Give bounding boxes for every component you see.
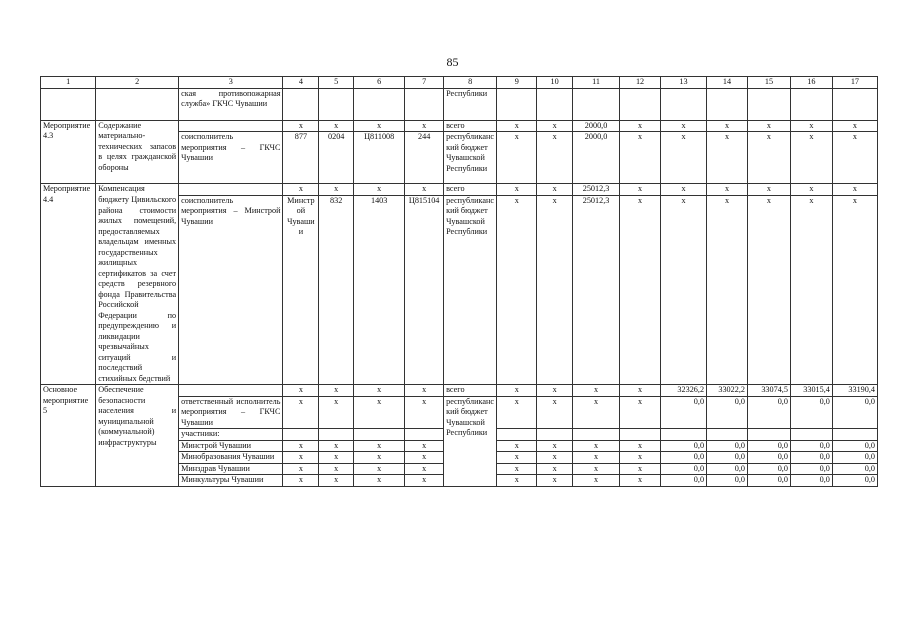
- table-cell: x: [620, 463, 661, 475]
- funding-source-cell: всего: [444, 184, 497, 196]
- table-cell: x: [790, 184, 832, 196]
- continuation-row: [41, 88, 878, 120]
- table-cell: x: [497, 120, 537, 132]
- amount-cell: 0,0: [747, 452, 790, 464]
- table-cell: x: [620, 132, 661, 184]
- funding-source-cell: республиканский бюджет Чувашской Республики: [444, 195, 497, 385]
- amount-cell: 0,0: [707, 396, 748, 429]
- header-cell: 1: [41, 77, 96, 89]
- table-cell: x: [832, 120, 877, 132]
- table-cell: x: [319, 184, 354, 196]
- header-cell: 9: [497, 77, 537, 89]
- measure-description-cell: бюджету Цивильского района стоимости жилых помещений, предоставляемых владельцам именных государственных жилищных сертификатов за счет средств резервного фонда Правительства Российской Федерации по предупреждению и ликвидации чрезвычайных ситуаций и последствий стихийных бедствий: [96, 195, 179, 385]
- amount-cell: 0,0: [832, 396, 877, 429]
- table-cell: [573, 429, 620, 441]
- table-cell: x: [497, 463, 537, 475]
- table-cell: x: [620, 120, 661, 132]
- table-cell: x: [319, 440, 354, 452]
- table-cell: [537, 88, 573, 120]
- table-cell: x: [405, 452, 444, 464]
- table-cell: x: [354, 452, 405, 464]
- measure-description-cell: Обеспечение безопасности населения и муниципальной (коммунальной) инфраструктуры: [96, 385, 179, 487]
- table-cell: x: [661, 132, 707, 184]
- table-cell: x: [573, 396, 620, 429]
- amount-cell: 0,0: [790, 452, 832, 464]
- table-cell: x: [747, 132, 790, 184]
- table-cell: x: [405, 440, 444, 452]
- executor-cell: ответственный исполнитель мероприятия – ГКЧС Чувашии: [179, 396, 283, 429]
- table-cell: x: [319, 452, 354, 464]
- amount-cell: 25012,3: [573, 195, 620, 385]
- participant-name: Минобразования Чувашии: [179, 452, 283, 464]
- amount-cell: 33074,5: [747, 385, 790, 397]
- table-cell: [354, 88, 405, 120]
- funding-source-cell: Республики: [444, 88, 497, 120]
- table-cell: x: [573, 385, 620, 397]
- amount-cell: 0,0: [661, 440, 707, 452]
- executor-cell: соисполнитель мероприятия – ГКЧС Чувашии: [179, 132, 283, 184]
- table-cell: [179, 120, 283, 132]
- table-cell: x: [319, 396, 354, 429]
- header-cell: 3: [179, 77, 283, 89]
- table-cell: x: [497, 385, 537, 397]
- header-cell: 14: [707, 77, 748, 89]
- funding-source-cell: республиканский бюджет Чувашской Республики: [444, 396, 497, 486]
- header-cell: 15: [747, 77, 790, 89]
- amount-cell: 2000,0: [573, 120, 620, 132]
- amount-cell: 33015,4: [790, 385, 832, 397]
- table-cell: x: [707, 184, 748, 196]
- table-cell: x: [283, 184, 319, 196]
- table-cell: [405, 429, 444, 441]
- table-cell: x: [537, 385, 573, 397]
- table-cell: x: [405, 120, 444, 132]
- table-cell: [747, 88, 790, 120]
- table-cell: x: [283, 396, 319, 429]
- amount-cell: 33190,4: [832, 385, 877, 397]
- table-cell: [790, 429, 832, 441]
- table-cell: [283, 429, 319, 441]
- participants-label: участники:: [179, 429, 283, 441]
- table-cell: x: [283, 475, 319, 487]
- table-cell: x: [497, 452, 537, 464]
- table-cell: [319, 88, 354, 120]
- table-cell: x: [283, 120, 319, 132]
- page-number: 85: [446, 55, 459, 69]
- table-cell: x: [747, 120, 790, 132]
- table-cell: x: [354, 396, 405, 429]
- table-cell: 0204: [319, 132, 354, 184]
- measure-4-4-total-row: [41, 184, 878, 196]
- amount-cell: 0,0: [747, 463, 790, 475]
- amount-cell: 25012,3: [573, 184, 620, 196]
- measure-name-cell: Основное мероприятие 5: [41, 385, 96, 487]
- amount-cell: 0,0: [661, 463, 707, 475]
- measure-description-cell: Компенсация: [96, 184, 179, 196]
- amount-cell: 0,0: [790, 475, 832, 487]
- table-cell: x: [537, 452, 573, 464]
- amount-cell: 0,0: [747, 475, 790, 487]
- table-cell: x: [573, 475, 620, 487]
- table-cell: [747, 429, 790, 441]
- table-cell: [537, 429, 573, 441]
- table-cell: 244: [405, 132, 444, 184]
- table-cell: x: [620, 440, 661, 452]
- table-cell: x: [497, 195, 537, 385]
- table-cell: x: [319, 475, 354, 487]
- table-cell: x: [790, 132, 832, 184]
- header-cell: 13: [661, 77, 707, 89]
- table-cell: [832, 88, 877, 120]
- column-number-row: [41, 77, 878, 89]
- table-cell: [283, 88, 319, 120]
- table-cell: [661, 88, 707, 120]
- table-cell: x: [747, 184, 790, 196]
- table-cell: x: [707, 132, 748, 184]
- table-cell: x: [405, 385, 444, 397]
- amount-cell: 0,0: [790, 440, 832, 452]
- executor-cell: ская противопожарная служба» ГКЧС Чувашии: [179, 88, 283, 120]
- table-cell: Ц811008: [354, 132, 405, 184]
- table-cell: x: [790, 120, 832, 132]
- table-cell: [497, 429, 537, 441]
- table-cell: x: [319, 385, 354, 397]
- table-cell: x: [707, 195, 748, 385]
- table-cell: x: [354, 184, 405, 196]
- table-cell: x: [354, 463, 405, 475]
- table-cell: [790, 88, 832, 120]
- table-cell: x: [707, 120, 748, 132]
- amount-cell: 0,0: [707, 463, 748, 475]
- table-cell: [707, 88, 748, 120]
- table-cell: [620, 88, 661, 120]
- table-cell: x: [405, 475, 444, 487]
- participant-name: Минкультуры Чувашии: [179, 475, 283, 487]
- amount-cell: 0,0: [661, 475, 707, 487]
- table-cell: Минстрой Чувашии: [283, 195, 319, 385]
- amount-cell: 0,0: [661, 396, 707, 429]
- table-cell: x: [537, 463, 573, 475]
- header-cell: 5: [319, 77, 354, 89]
- table-cell: x: [573, 463, 620, 475]
- table-cell: x: [620, 396, 661, 429]
- amount-cell: 0,0: [747, 396, 790, 429]
- table-cell: x: [661, 195, 707, 385]
- measure-description-cell: Содержание материально-технических запасов в целях гражданской обороны: [96, 120, 179, 184]
- amount-cell: 0,0: [832, 463, 877, 475]
- table-cell: [354, 429, 405, 441]
- table-cell: Ц815104: [405, 195, 444, 385]
- amount-cell: 0,0: [790, 463, 832, 475]
- table-cell: x: [620, 385, 661, 397]
- table-cell: x: [354, 385, 405, 397]
- table-cell: x: [537, 440, 573, 452]
- header-cell: 11: [573, 77, 620, 89]
- table-cell: x: [832, 184, 877, 196]
- measure-name-cell: Мероприятие 4.4: [41, 184, 96, 385]
- table-cell: x: [354, 120, 405, 132]
- table-cell: x: [832, 195, 877, 385]
- table-cell: x: [620, 184, 661, 196]
- measure-4-3-total-row: [41, 120, 878, 132]
- table-cell: x: [832, 132, 877, 184]
- amount-cell: 0,0: [832, 475, 877, 487]
- amount-cell: 0,0: [832, 452, 877, 464]
- table-cell: x: [537, 132, 573, 184]
- table-cell: x: [405, 396, 444, 429]
- participant-name: Минстрой Чувашии: [179, 440, 283, 452]
- table-cell: x: [319, 463, 354, 475]
- table-cell: [41, 88, 96, 120]
- table-cell: x: [283, 452, 319, 464]
- measure-name-cell: Мероприятие 4.3: [41, 120, 96, 184]
- table-cell: [573, 88, 620, 120]
- table-cell: x: [537, 475, 573, 487]
- funding-source-cell: всего: [444, 120, 497, 132]
- header-cell: 16: [790, 77, 832, 89]
- table-cell: [707, 429, 748, 441]
- budget-table: [40, 76, 878, 487]
- table-cell: x: [661, 120, 707, 132]
- table-cell: x: [405, 184, 444, 196]
- main-measure-5-total-row: [41, 385, 878, 397]
- table-cell: [179, 385, 283, 397]
- header-cell: 7: [405, 77, 444, 89]
- table-cell: [620, 429, 661, 441]
- table-cell: 832: [319, 195, 354, 385]
- funding-source-cell: всего: [444, 385, 497, 397]
- table-cell: x: [573, 452, 620, 464]
- funding-source-cell: республиканский бюджет Чувашской Республики: [444, 132, 497, 184]
- amount-cell: 0,0: [790, 396, 832, 429]
- table-cell: x: [354, 475, 405, 487]
- table-cell: x: [620, 475, 661, 487]
- table-cell: x: [661, 184, 707, 196]
- amount-cell: 0,0: [707, 452, 748, 464]
- table-cell: x: [283, 385, 319, 397]
- table-cell: [405, 88, 444, 120]
- table-cell: x: [497, 396, 537, 429]
- table-cell: x: [319, 120, 354, 132]
- table-cell: [661, 429, 707, 441]
- table-cell: [497, 88, 537, 120]
- table-cell: [179, 184, 283, 196]
- amount-cell: 32326,2: [661, 385, 707, 397]
- header-cell: 12: [620, 77, 661, 89]
- amount-cell: 0,0: [707, 475, 748, 487]
- header-cell: 6: [354, 77, 405, 89]
- table-cell: x: [405, 463, 444, 475]
- table-cell: x: [537, 120, 573, 132]
- participant-name: Минздрав Чувашии: [179, 463, 283, 475]
- table-cell: x: [497, 440, 537, 452]
- executor-cell: соисполнитель мероприятия – Минстрой Чувашии: [179, 195, 283, 385]
- table-cell: x: [497, 184, 537, 196]
- table-cell: x: [790, 195, 832, 385]
- header-cell: 2: [96, 77, 179, 89]
- header-cell: 17: [832, 77, 877, 89]
- table-cell: x: [620, 452, 661, 464]
- table-cell: x: [747, 195, 790, 385]
- table-cell: x: [354, 440, 405, 452]
- table-cell: x: [537, 184, 573, 196]
- table-cell: [832, 429, 877, 441]
- header-cell: 8: [444, 77, 497, 89]
- table-cell: [319, 429, 354, 441]
- amount-cell: 0,0: [832, 440, 877, 452]
- table-cell: x: [537, 195, 573, 385]
- table-cell: 1403: [354, 195, 405, 385]
- amount-cell: 2000,0: [573, 132, 620, 184]
- amount-cell: 0,0: [747, 440, 790, 452]
- amount-cell: 33022,2: [707, 385, 748, 397]
- header-cell: 4: [283, 77, 319, 89]
- amount-cell: 0,0: [661, 452, 707, 464]
- table-cell: x: [497, 475, 537, 487]
- table-cell: x: [537, 396, 573, 429]
- table-cell: 877: [283, 132, 319, 184]
- table-cell: x: [573, 440, 620, 452]
- measure-4-4-row: [41, 195, 878, 385]
- table-cell: x: [497, 132, 537, 184]
- table-cell: x: [283, 463, 319, 475]
- header-cell: 10: [537, 77, 573, 89]
- table-cell: x: [620, 195, 661, 385]
- amount-cell: 0,0: [707, 440, 748, 452]
- table-cell: [96, 88, 179, 120]
- table-cell: x: [283, 440, 319, 452]
